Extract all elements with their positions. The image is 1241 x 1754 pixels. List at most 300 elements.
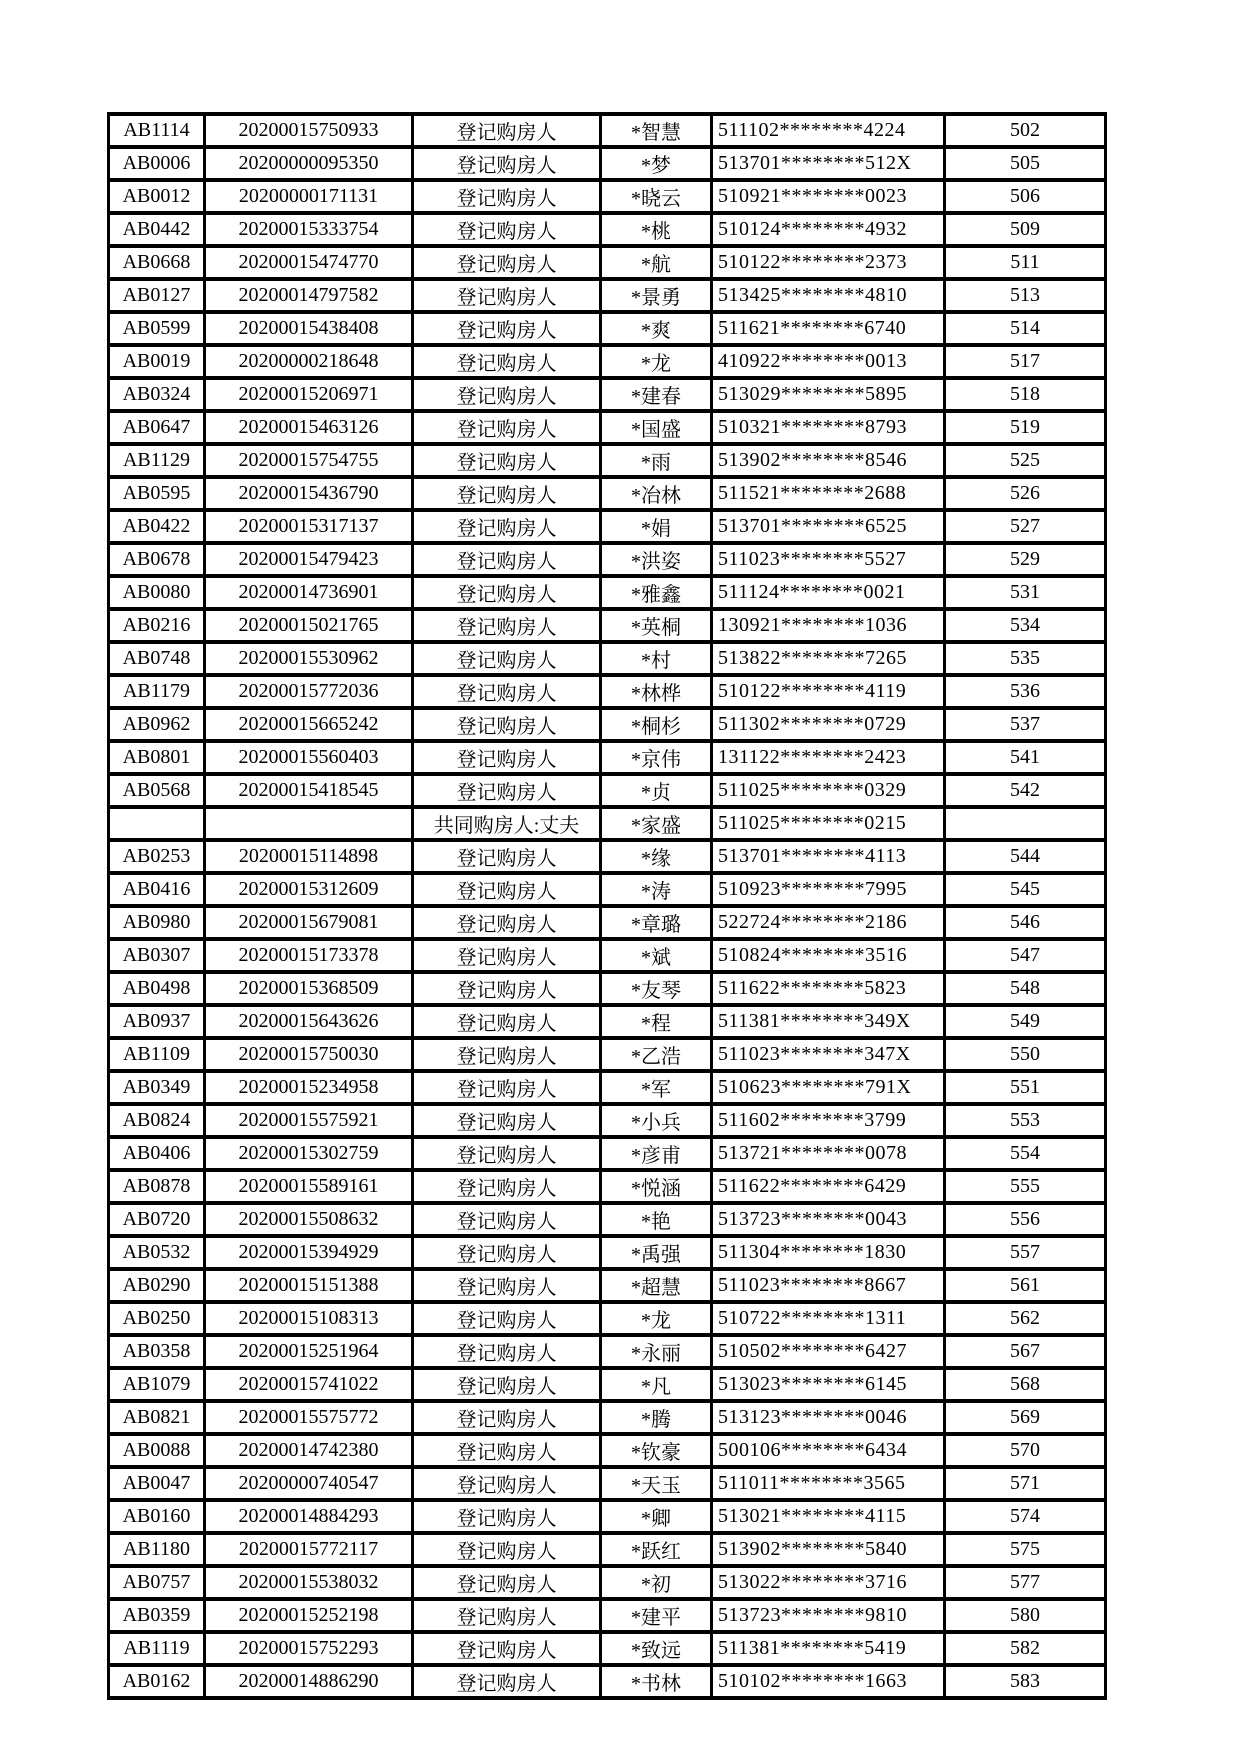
applicant-code: AB0678 [109,543,205,576]
sequence-number: 525 [945,444,1106,477]
applicant-code: AB0349 [109,1071,205,1104]
buyer-type: 登记购房人 [413,411,601,444]
id-number-masked: 513701********6525 [712,510,945,543]
registration-number: 20200015754755 [205,444,413,477]
buyer-name-masked: *航 [601,246,712,279]
buyer-type: 共同购房人:丈夫 [413,807,601,840]
sequence-number: 517 [945,345,1106,378]
registration-number: 20200015173378 [205,939,413,972]
applicant-code: AB1079 [109,1368,205,1401]
registration-number: 20200015021765 [205,609,413,642]
buyer-type: 登记购房人 [413,279,601,312]
buyer-name-masked: *雅鑫 [601,576,712,609]
sequence-number: 536 [945,675,1106,708]
applicant-code: AB0416 [109,873,205,906]
registration-number: 20200014736901 [205,576,413,609]
applicant-code: AB1109 [109,1038,205,1071]
buyer-name-masked: *晓云 [601,180,712,213]
applicant-code: AB0006 [109,147,205,180]
table-row [109,939,1106,972]
table-row [109,543,1106,576]
id-number-masked: 511621********6740 [712,312,945,345]
buyer-type: 登记购房人 [413,1368,601,1401]
sequence-number: 553 [945,1104,1106,1137]
buyer-type: 登记购房人 [413,873,601,906]
registration-number: 20200015750030 [205,1038,413,1071]
id-number-masked: 511622********6429 [712,1170,945,1203]
table-row [109,1203,1106,1236]
buyer-name-masked: *致远 [601,1632,712,1665]
registration-number [205,807,413,840]
applicant-code: AB0216 [109,609,205,642]
sequence-number: 548 [945,972,1106,1005]
id-number-masked: 513723********0043 [712,1203,945,1236]
table-row [109,1434,1106,1467]
buyer-type: 登记购房人 [413,477,601,510]
registration-number: 20200014886290 [205,1665,413,1698]
table-row [109,708,1106,741]
buyer-type: 登记购房人 [413,1533,601,1566]
table-row [109,1104,1106,1137]
applicant-code [109,807,205,840]
buyer-type: 登记购房人 [413,1137,601,1170]
table-row [109,1170,1106,1203]
id-number-masked: 510623********791X [712,1071,945,1104]
registration-number: 20200015302759 [205,1137,413,1170]
table-row [109,147,1106,180]
buyer-type: 登记购房人 [413,741,601,774]
applicant-code: AB0498 [109,972,205,1005]
buyer-type: 登记购房人 [413,1104,601,1137]
buyer-name-masked: *贞 [601,774,712,807]
sequence-number: 527 [945,510,1106,543]
buyer-name-masked: *缘 [601,840,712,873]
buyer-name-masked: *村 [601,642,712,675]
id-number-masked: 511124********0021 [712,576,945,609]
buyer-name-masked: *乙浩 [601,1038,712,1071]
id-number-masked: 510124********4932 [712,213,945,246]
id-number-masked: 513425********4810 [712,279,945,312]
sequence-number: 580 [945,1599,1106,1632]
applicant-code: AB0307 [109,939,205,972]
table-row [109,114,1106,147]
table-row [109,477,1106,510]
id-number-masked: 511381********5419 [712,1632,945,1665]
table-row [109,807,1106,840]
table-row [109,246,1106,279]
buyer-type: 登记购房人 [413,675,601,708]
registration-number: 20200015418545 [205,774,413,807]
registration-number: 20200015251964 [205,1335,413,1368]
buyer-name-masked: *小兵 [601,1104,712,1137]
applicant-code: AB0595 [109,477,205,510]
sequence-number [945,807,1106,840]
applicant-code: AB0668 [109,246,205,279]
id-number-masked: 513021********4115 [712,1500,945,1533]
table-row [109,741,1106,774]
buyer-name-masked: *彦甫 [601,1137,712,1170]
table-row [109,1599,1106,1632]
buyer-type: 登记购房人 [413,1038,601,1071]
buyer-type: 登记购房人 [413,1269,601,1302]
sequence-number: 554 [945,1137,1106,1170]
id-number-masked: 510921********0023 [712,180,945,213]
id-number-masked: 130921********1036 [712,609,945,642]
buyer-type: 登记购房人 [413,1500,601,1533]
id-number-masked: 511025********0329 [712,774,945,807]
buyer-name-masked: *涛 [601,873,712,906]
id-number-masked: 513701********512X [712,147,945,180]
buyer-type: 登记购房人 [413,1335,601,1368]
buyer-type: 登记购房人 [413,939,601,972]
applicant-code: AB0250 [109,1302,205,1335]
buyer-name-masked: *艳 [601,1203,712,1236]
applicant-code: AB0937 [109,1005,205,1038]
registration-number: 20200000218648 [205,345,413,378]
buyer-name-masked: *军 [601,1071,712,1104]
applicant-code: AB1129 [109,444,205,477]
registration-number: 20200015108313 [205,1302,413,1335]
id-number-masked: 500106********6434 [712,1434,945,1467]
buyer-name-masked: *家盛 [601,807,712,840]
id-number-masked: 510824********3516 [712,939,945,972]
sequence-number: 537 [945,708,1106,741]
sequence-number: 583 [945,1665,1106,1698]
applicant-code: AB1180 [109,1533,205,1566]
registration-number: 20200015665242 [205,708,413,741]
buyer-name-masked: *斌 [601,939,712,972]
buyer-name-masked: *初 [601,1566,712,1599]
table-row [109,1302,1106,1335]
sequence-number: 575 [945,1533,1106,1566]
buyer-type: 登记购房人 [413,1467,601,1500]
buyer-type: 登记购房人 [413,345,601,378]
registration-number: 20200015772036 [205,675,413,708]
sequence-number: 511 [945,246,1106,279]
buyer-name-masked: *建平 [601,1599,712,1632]
buyer-type: 登记购房人 [413,840,601,873]
buyer-name-masked: *超慧 [601,1269,712,1302]
buyer-type: 登记购房人 [413,1434,601,1467]
id-number-masked: 511304********1830 [712,1236,945,1269]
sequence-number: 547 [945,939,1106,972]
table-row [109,1368,1106,1401]
registration-number: 20200000171131 [205,180,413,213]
sequence-number: 549 [945,1005,1106,1038]
registration-number: 20200014742380 [205,1434,413,1467]
sequence-number: 551 [945,1071,1106,1104]
buyer-type: 登记购房人 [413,1401,601,1434]
registration-number: 20200015114898 [205,840,413,873]
table-row [109,1467,1106,1500]
id-number-masked: 511622********5823 [712,972,945,1005]
sequence-number: 577 [945,1566,1106,1599]
buyer-name-masked: *梦 [601,147,712,180]
registration-number: 20200015317137 [205,510,413,543]
buyer-type: 登记购房人 [413,1665,601,1698]
table-row [109,1137,1106,1170]
buyer-type: 登记购房人 [413,246,601,279]
buyer-type: 登记购房人 [413,1599,601,1632]
buyer-name-masked: *钦豪 [601,1434,712,1467]
registration-number: 20200015643626 [205,1005,413,1038]
sequence-number: 557 [945,1236,1106,1269]
registration-number: 20200015508632 [205,1203,413,1236]
table-row [109,180,1106,213]
id-number-masked: 513701********4113 [712,840,945,873]
table-row [109,609,1106,642]
applicant-code: AB0160 [109,1500,205,1533]
buyer-name-masked: *景勇 [601,279,712,312]
buyer-type: 登记购房人 [413,1632,601,1665]
registration-number: 20200015530962 [205,642,413,675]
id-number-masked: 511011********3565 [712,1467,945,1500]
buyer-type: 登记购房人 [413,1566,601,1599]
sequence-number: 569 [945,1401,1106,1434]
id-number-masked: 511381********349X [712,1005,945,1038]
table-row [109,873,1106,906]
buyer-type: 登记购房人 [413,180,601,213]
applicant-code: AB0720 [109,1203,205,1236]
sequence-number: 518 [945,378,1106,411]
table-row [109,1335,1106,1368]
buyer-name-masked: *娟 [601,510,712,543]
id-number-masked: 510321********8793 [712,411,945,444]
buyer-type: 登记购房人 [413,444,601,477]
registration-number: 20200014797582 [205,279,413,312]
sequence-number: 505 [945,147,1106,180]
sequence-number: 561 [945,1269,1106,1302]
table-row [109,675,1106,708]
buyer-name-masked: *卿 [601,1500,712,1533]
registration-number: 20200015234958 [205,1071,413,1104]
registration-number: 20200015368509 [205,972,413,1005]
table-row [109,213,1106,246]
applicant-code: AB0647 [109,411,205,444]
table-row [109,1665,1106,1698]
buyer-name-masked: *洪姿 [601,543,712,576]
applicant-code: AB0012 [109,180,205,213]
applicant-code: AB1179 [109,675,205,708]
id-number-masked: 511023********5527 [712,543,945,576]
sequence-number: 567 [945,1335,1106,1368]
id-number-masked: 513902********5840 [712,1533,945,1566]
id-number-masked: 510923********7995 [712,873,945,906]
sequence-number: 541 [945,741,1106,774]
registration-number: 20200015772117 [205,1533,413,1566]
registration-number: 20200015206971 [205,378,413,411]
registration-number: 20200015750933 [205,114,413,147]
table-row [109,378,1106,411]
buyers-table [107,112,1107,1700]
buyer-type: 登记购房人 [413,1203,601,1236]
sequence-number: 571 [945,1467,1106,1500]
registration-number: 20200015752293 [205,1632,413,1665]
applicant-code: AB1114 [109,114,205,147]
table-row [109,1500,1106,1533]
table-row [109,1533,1106,1566]
applicant-code: AB0088 [109,1434,205,1467]
id-number-masked: 510122********2373 [712,246,945,279]
id-number-masked: 510502********6427 [712,1335,945,1368]
table-row [109,1005,1106,1038]
applicant-code: AB0253 [109,840,205,873]
applicant-code: AB0080 [109,576,205,609]
buyer-name-masked: *京伟 [601,741,712,774]
registration-number: 20200015312609 [205,873,413,906]
table-row [109,345,1106,378]
table-row [109,444,1106,477]
registration-number: 20200014884293 [205,1500,413,1533]
table-row [109,1236,1106,1269]
buyer-name-masked: *冶林 [601,477,712,510]
buyer-type: 登记购房人 [413,378,601,411]
id-number-masked: 510722********1311 [712,1302,945,1335]
buyer-type: 登记购房人 [413,213,601,246]
registration-number: 20200015463126 [205,411,413,444]
buyer-type: 登记购房人 [413,1302,601,1335]
sequence-number: 582 [945,1632,1106,1665]
table-row [109,1269,1106,1302]
buyer-type: 登记购房人 [413,510,601,543]
table-row [109,906,1106,939]
sequence-number: 562 [945,1302,1106,1335]
table-row [109,1401,1106,1434]
id-number-masked: 513029********5895 [712,378,945,411]
buyer-type: 登记购房人 [413,708,601,741]
buyer-type: 登记购房人 [413,609,601,642]
buyer-name-masked: *永丽 [601,1335,712,1368]
sequence-number: 545 [945,873,1106,906]
applicant-code: AB0801 [109,741,205,774]
buyer-name-masked: *国盛 [601,411,712,444]
table-row [109,1038,1106,1071]
id-number-masked: 513123********0046 [712,1401,945,1434]
registration-number: 20200015252198 [205,1599,413,1632]
registration-number: 20200015538032 [205,1566,413,1599]
applicant-code: AB0422 [109,510,205,543]
id-number-masked: 522724********2186 [712,906,945,939]
buyer-type: 登记购房人 [413,774,601,807]
buyer-type: 登记购房人 [413,147,601,180]
applicant-code: AB0980 [109,906,205,939]
table-row [109,1566,1106,1599]
sequence-number: 570 [945,1434,1106,1467]
id-number-masked: 513902********8546 [712,444,945,477]
applicant-code: AB0047 [109,1467,205,1500]
registration-number: 20200000740547 [205,1467,413,1500]
buyer-name-masked: *桐杉 [601,708,712,741]
applicant-code: AB0748 [109,642,205,675]
registration-number: 20200015679081 [205,906,413,939]
buyer-name-masked: *禹强 [601,1236,712,1269]
id-number-masked: 510122********4119 [712,675,945,708]
buyer-name-masked: *建春 [601,378,712,411]
table-row [109,411,1106,444]
registration-number: 20200015394929 [205,1236,413,1269]
buyers-table-body [109,114,1106,1698]
buyer-name-masked: *桃 [601,213,712,246]
buyer-type: 登记购房人 [413,1236,601,1269]
table-row [109,774,1106,807]
registration-number: 20200015474770 [205,246,413,279]
applicant-code: AB0406 [109,1137,205,1170]
id-number-masked: 410922********0013 [712,345,945,378]
buyer-name-masked: *章璐 [601,906,712,939]
buyer-name-masked: *书林 [601,1665,712,1698]
id-number-masked: 131122********2423 [712,741,945,774]
applicant-code: AB1119 [109,1632,205,1665]
id-number-masked: 511602********3799 [712,1104,945,1137]
buyer-name-masked: *跃红 [601,1533,712,1566]
sequence-number: 509 [945,213,1106,246]
applicant-code: AB0568 [109,774,205,807]
buyer-type: 登记购房人 [413,1071,601,1104]
table-row [109,510,1106,543]
buyer-name-masked: *智慧 [601,114,712,147]
sequence-number: 555 [945,1170,1106,1203]
applicant-code: AB0962 [109,708,205,741]
buyer-name-masked: *天玉 [601,1467,712,1500]
buyer-type: 登记购房人 [413,1005,601,1038]
sequence-number: 550 [945,1038,1106,1071]
sequence-number: 502 [945,114,1106,147]
applicant-code: AB0019 [109,345,205,378]
table-row [109,576,1106,609]
sequence-number: 568 [945,1368,1106,1401]
applicant-code: AB0127 [109,279,205,312]
registration-number: 20200015575921 [205,1104,413,1137]
sequence-number: 531 [945,576,1106,609]
table-row [109,1632,1106,1665]
buyer-name-masked: *林桦 [601,675,712,708]
buyer-name-masked: *雨 [601,444,712,477]
table-row [109,642,1106,675]
sequence-number: 506 [945,180,1106,213]
registration-number: 20200000095350 [205,147,413,180]
buyer-type: 登记购房人 [413,543,601,576]
id-number-masked: 511023********8667 [712,1269,945,1302]
applicant-code: AB0359 [109,1599,205,1632]
id-number-masked: 513723********9810 [712,1599,945,1632]
id-number-masked: 511302********0729 [712,708,945,741]
applicant-code: AB0442 [109,213,205,246]
registration-number: 20200015589161 [205,1170,413,1203]
id-number-masked: 513022********3716 [712,1566,945,1599]
buyer-type: 登记购房人 [413,906,601,939]
sequence-number: 546 [945,906,1106,939]
applicant-code: AB0878 [109,1170,205,1203]
registration-number: 20200015479423 [205,543,413,576]
sequence-number: 526 [945,477,1106,510]
buyer-type: 登记购房人 [413,642,601,675]
registration-number: 20200015438408 [205,312,413,345]
registration-number: 20200015741022 [205,1368,413,1401]
sequence-number: 544 [945,840,1106,873]
applicant-code: AB0324 [109,378,205,411]
registration-number: 20200015575772 [205,1401,413,1434]
applicant-code: AB0358 [109,1335,205,1368]
id-number-masked: 511023********347X [712,1038,945,1071]
registration-number: 20200015560403 [205,741,413,774]
id-number-masked: 513721********0078 [712,1137,945,1170]
id-number-masked: 511025********0215 [712,807,945,840]
table-row [109,1071,1106,1104]
buyer-name-masked: *龙 [601,345,712,378]
sequence-number: 535 [945,642,1106,675]
buyer-type: 登记购房人 [413,114,601,147]
table-row [109,312,1106,345]
